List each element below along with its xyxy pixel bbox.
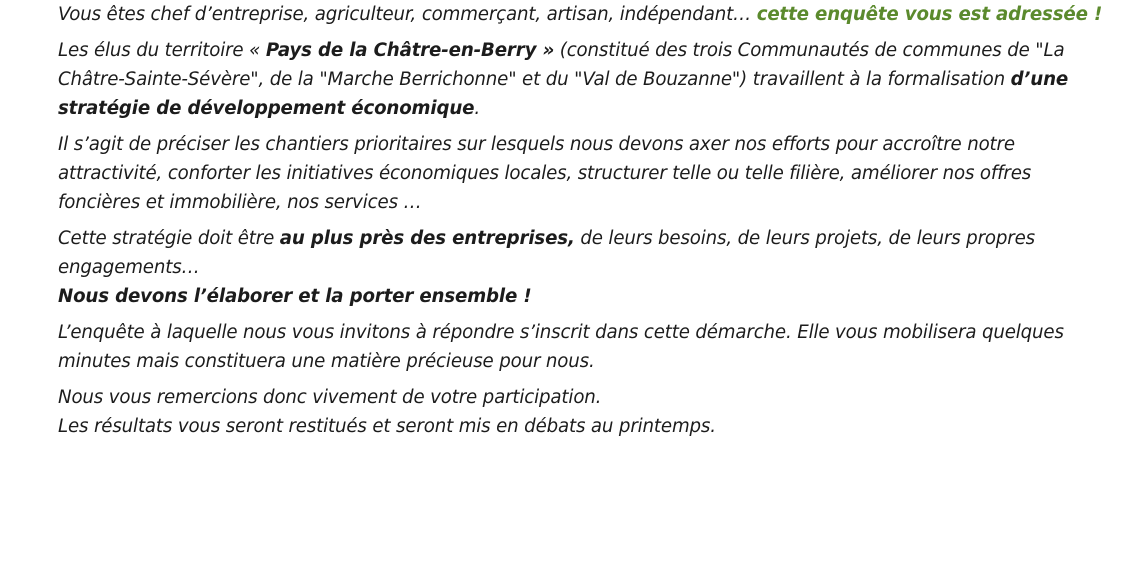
priorities-text: Il s’agit de préciser les chantiers prioritaires sur lesquels nous devons axer nos efforts pour accroître notre attractivité, conforter les initiatives économiques locales, structurer telle ou telle filière, améliorer nos offres foncières et immobilière, nos services … (58, 134, 1032, 213)
territory-paragraph (58, 36, 1118, 123)
intro-highlight: cette enquête vous est adressée ! (756, 4, 1103, 25)
businesses-emphasis: au plus près des entreprises, (279, 228, 575, 249)
territory-text-3: . (474, 98, 480, 119)
territory-text-2: (constitué des trois Communautés de communes de "La Châtre-Sainte-Sévère", de la "Marche Berrichonne" et du "Val de Bouzanne") travaillent à la formalisation (58, 40, 1065, 90)
thanks-paragraph (58, 383, 1118, 441)
intro-paragraph (58, 0, 1118, 29)
territory-text-1: Les élus du territoire « (58, 40, 266, 61)
survey-paragraph (58, 318, 1118, 376)
priorities-paragraph (58, 130, 1118, 217)
strategy-emphasis: d’une stratégie de développement économique (58, 69, 1069, 119)
strategy-text-1: Cette stratégie doit être (58, 228, 280, 249)
territory-name: Pays de la Châtre-en-Berry » (265, 40, 555, 61)
letter-body (58, 0, 1118, 441)
thanks-line: Nous vous remercions donc vivement de votre participation. (58, 387, 602, 408)
survey-text: L’enquête à laquelle nous vous invitons à répondre s’inscrit dans cette démarche. Elle vous mobilisera quelques minutes mais constituera une matière précieuse pour nous. (58, 322, 1064, 372)
intro-text: Vous êtes chef d’entreprise, agriculteur, commerçant, artisan, indépendant… (58, 4, 757, 25)
strategy-text-2: de leurs besoins, de leurs projets, de leurs propres engagements… (58, 228, 1035, 278)
together-emphasis: Nous devons l’élaborer et la porter ensemble ! (58, 286, 532, 307)
results-line: Les résultats vous seront restitués et seront mis en débats au printemps. (58, 416, 716, 437)
strategy-paragraph (58, 224, 1118, 311)
